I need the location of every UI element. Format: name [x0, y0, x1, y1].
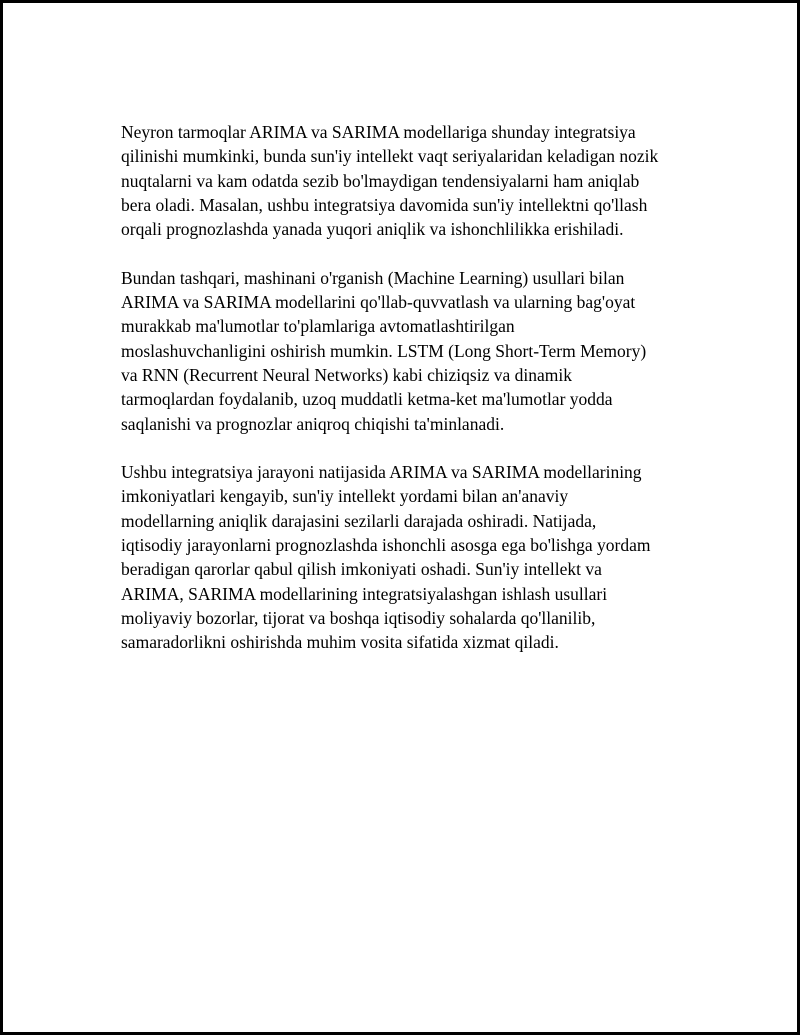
- paragraph-line: ARIMA va SARIMA modellarini qo'llab-quvvatlash va ularning bag'oyat: [121, 292, 636, 313]
- paragraph-line: moslashuvchanligini oshirish mumkin. LSTM (Long Short-Term Memory): [121, 340, 647, 361]
- paragraph-line: Ushbu integratsiya jarayoni natijasida ARIMA va SARIMA modellarining: [121, 462, 642, 483]
- paragraph-line: beradigan qarorlar qabul qilish imkoniyati oshadi. Sun'iy intellekt va: [121, 559, 602, 580]
- paragraph-line: qilinishi mumkinki, bunda sun'iy intellekt vaqt seriyalaridan keladigan nozik: [121, 146, 659, 167]
- paragraph-line: iqtisodiy jarayonlarni prognozlashda ishonchli asosga ega bo'lishga yordam: [121, 535, 651, 556]
- paragraph-line: orqali prognozlashda yanada yuqori aniqlik va ishonchlilikka erishiladi.: [121, 219, 624, 240]
- paragraph-line: murakkab ma'lumotlar to'plamlariga avtomatlashtirilgan: [121, 316, 515, 337]
- paragraph-line: bera oladi. Masalan, ushbu integratsiya davomida sun'iy intellektni qo'llash: [121, 194, 648, 215]
- paragraph-3: [121, 460, 701, 654]
- paragraph-1: [121, 120, 701, 241]
- paragraph-line: ARIMA, SARIMA modellarining integratsiyalashgan ishlash usullari: [121, 583, 608, 604]
- paragraph-line: nuqtalarni va kam odatda sezib bo'lmaydigan tendensiyalarni ham aniqlab: [121, 170, 640, 191]
- paragraph-line: saqlanishi va prognozlar aniqroq chiqishi ta'minlanadi.: [121, 413, 505, 434]
- paragraph-line: tarmoqlardan foydalanib, uzoq muddatli ketma-ket ma'lumotlar yodda: [121, 389, 613, 410]
- paragraph-line: Neyron tarmoqlar ARIMA va SARIMA modellariga shunday integratsiya: [121, 122, 636, 142]
- paragraph-line: samaradorlikni oshirishda muhim vosita sifatida xizmat qiladi.: [121, 632, 559, 653]
- paragraph-2: [121, 266, 701, 436]
- paragraph-line: moliyaviy bozorlar, tijorat va boshqa iqtisodiy sohalarda qo'llanilib,: [121, 607, 596, 628]
- paragraph-line: modellarning aniqlik darajasini sezilarli darajada oshiradi. Natijada,: [121, 510, 597, 531]
- paragraph-line: va RNN (Recurrent Neural Networks) kabi chiziqsiz va dinamik: [121, 364, 572, 385]
- paragraph-line: Bundan tashqari, mashinani o'rganish (Machine Learning) usullari bilan: [121, 267, 625, 288]
- document-body: [121, 120, 701, 679]
- paragraph-line: imkoniyatlari kengayib, sun'iy intellekt yordami bilan an'anaviy: [121, 486, 569, 507]
